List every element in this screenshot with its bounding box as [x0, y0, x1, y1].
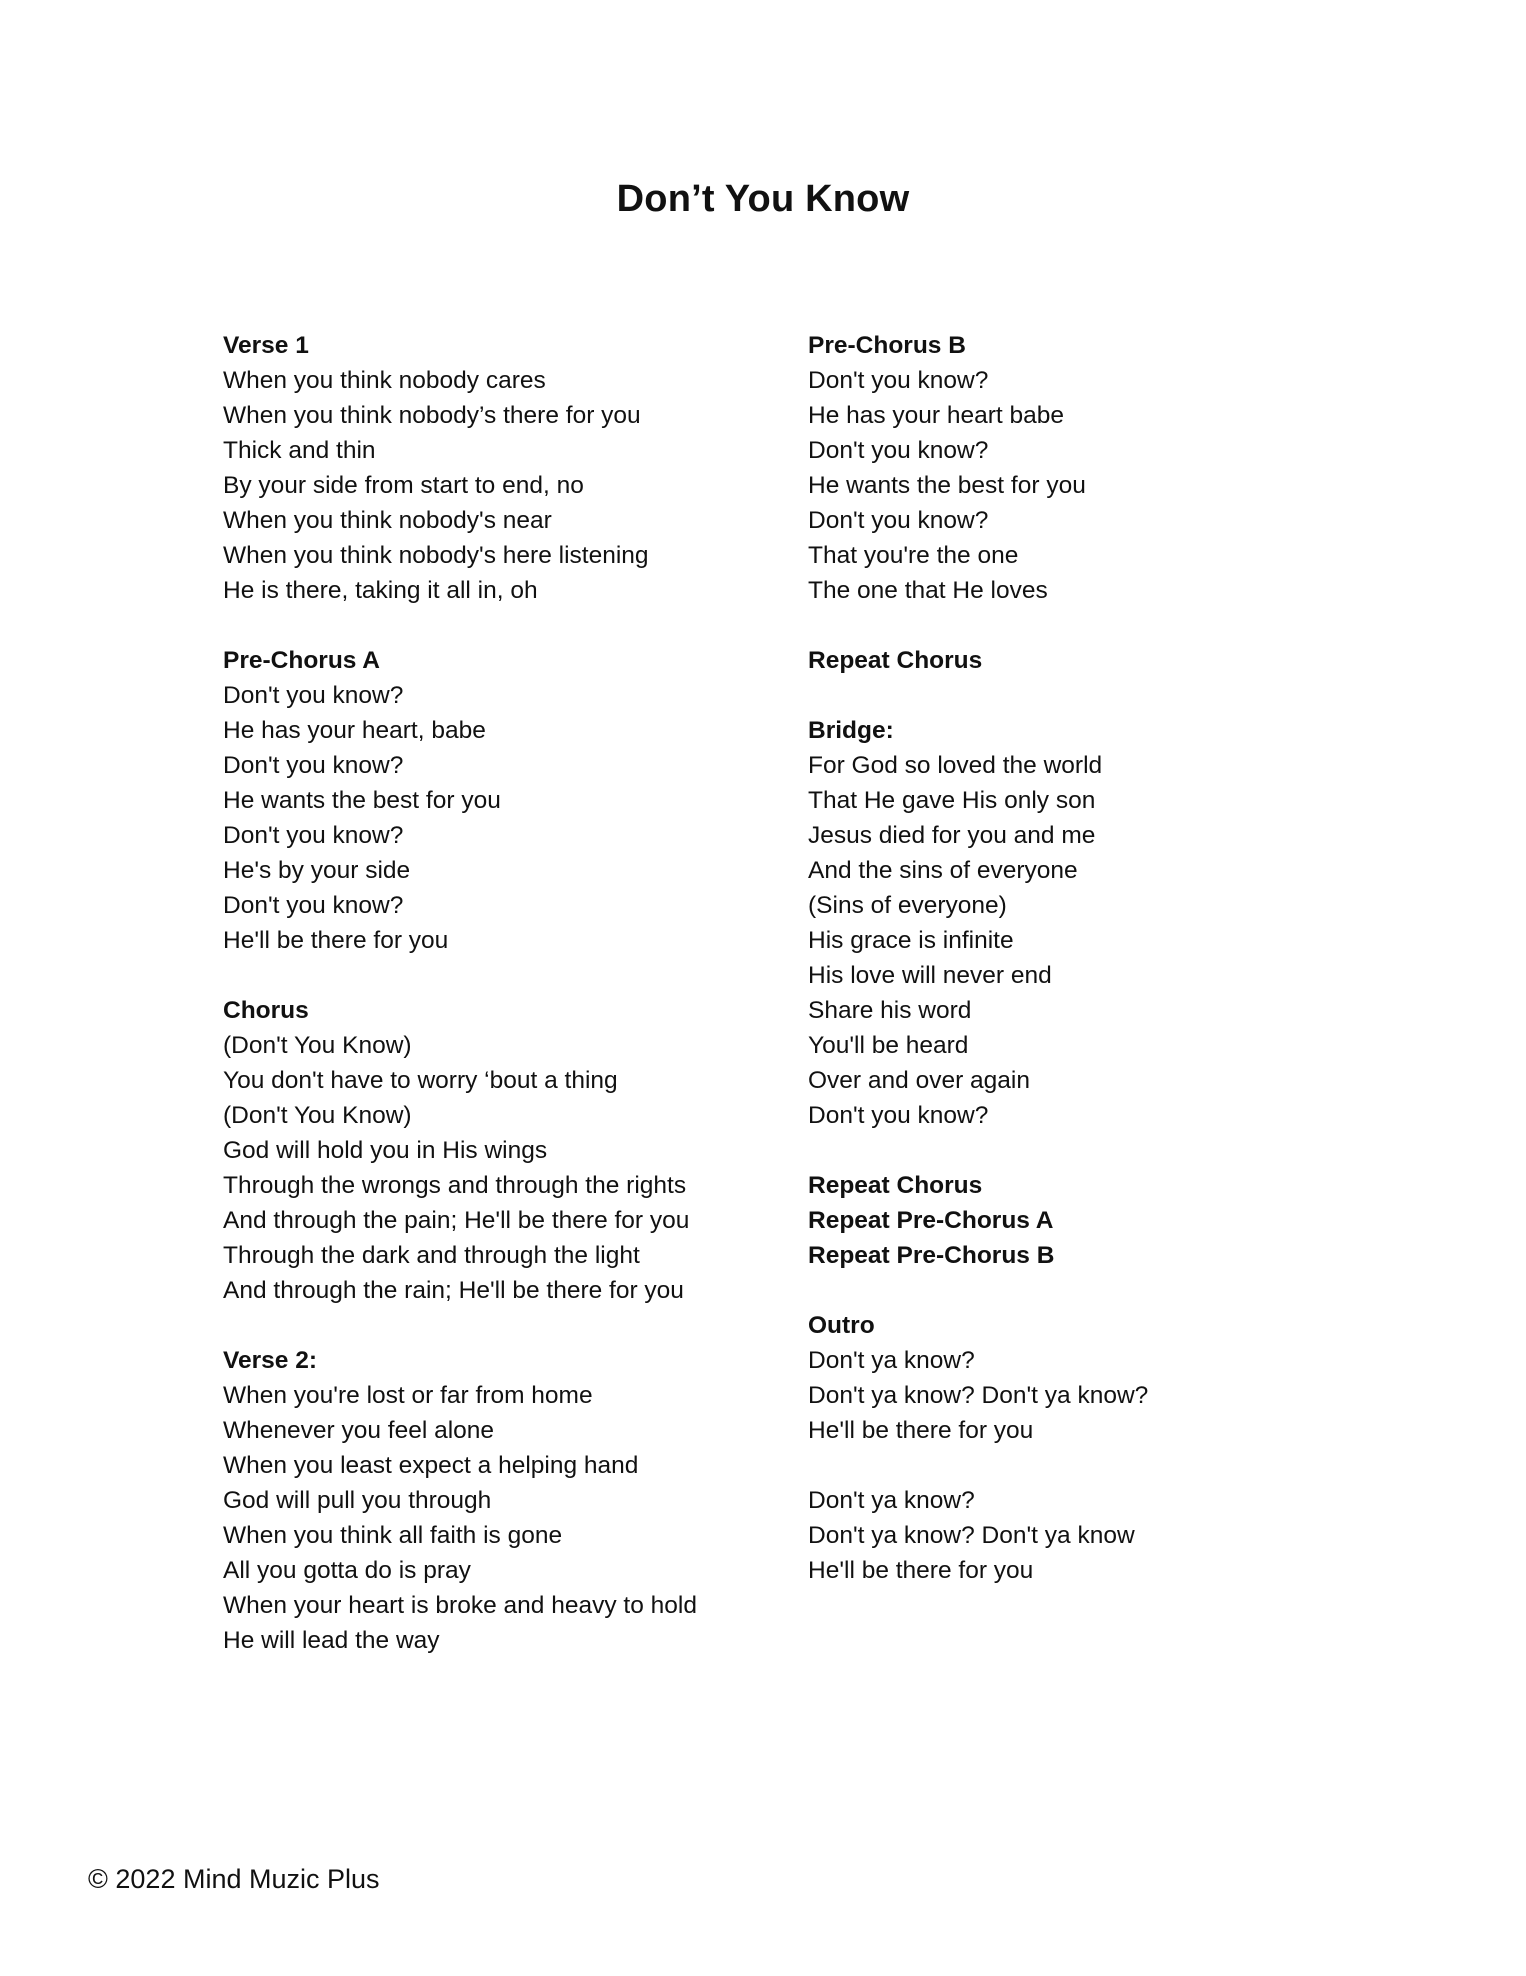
lyrics-column-right [808, 328, 1408, 1623]
section-outro-continued [808, 1483, 1408, 1588]
section-heading: Repeat Chorus [808, 647, 983, 674]
lyric-line: And through the pain; He'll be there for you [223, 1207, 690, 1234]
section-heading: Chorus [223, 997, 309, 1024]
lyric-line: Don't you know? [808, 437, 989, 464]
section-heading: Verse 2: [223, 1347, 317, 1374]
lyric-line: The one that He loves [808, 577, 1048, 604]
lyric-line: His love will never end [808, 962, 1052, 989]
section-heading: Verse 1 [223, 332, 309, 359]
lyric-line: He'll be there for you [223, 927, 449, 954]
lyric-line: Don't you know? [223, 892, 404, 919]
lyric-line: When you least expect a helping hand [223, 1452, 639, 1479]
lyric-line: Through the dark and through the light [223, 1242, 640, 1269]
copyright-footer: © 2022 Mind Muzic Plus [88, 1864, 380, 1894]
lyric-line: When you think all faith is gone [223, 1522, 563, 1549]
lyric-line: He's by your side [223, 857, 411, 884]
lyric-line: Jesus died for you and me [808, 822, 1096, 849]
lyric-line: He'll be there for you [808, 1417, 1034, 1444]
section-repeat-chorus [808, 643, 1408, 678]
lyric-line: Don't ya know? [808, 1347, 975, 1374]
lyric-line: Don't ya know? Don't ya know [808, 1522, 1135, 1549]
section-verse-2 [223, 1343, 823, 1658]
section-heading: Repeat Pre-Chorus B [808, 1242, 1055, 1269]
lyric-line: Don't you know? [223, 822, 404, 849]
lyric-line: (Don't You Know) [223, 1032, 412, 1059]
lyric-line: When your heart is broke and heavy to hold [223, 1592, 697, 1619]
section-repeats [808, 1168, 1408, 1273]
lyric-line: Over and over again [808, 1067, 1030, 1094]
lyric-line: Don't you know? [808, 367, 989, 394]
lyric-line: His grace is infinite [808, 927, 1014, 954]
lyric-line: By your side from start to end, no [223, 472, 584, 499]
lyrics-column-left [223, 328, 823, 1693]
lyric-line: When you think nobody's near [223, 507, 552, 534]
section-heading: Outro [808, 1312, 875, 1339]
lyric-line: He is there, taking it all in, oh [223, 577, 538, 604]
lyric-line: You'll be heard [808, 1032, 969, 1059]
section-heading: Pre-Chorus B [808, 332, 966, 359]
lyric-line: And through the rain; He'll be there for you [223, 1277, 684, 1304]
lyric-line: He wants the best for you [808, 472, 1086, 499]
lyric-line: Don't you know? [808, 507, 989, 534]
lyric-line: Whenever you feel alone [223, 1417, 495, 1444]
lyric-line: Don't ya know? Don't ya know? [808, 1382, 1149, 1409]
section-bridge [808, 713, 1408, 1133]
lyric-line: Share his word [808, 997, 972, 1024]
section-heading: Repeat Chorus [808, 1172, 983, 1199]
lyric-line: That He gave His only son [808, 787, 1096, 814]
section-heading: Repeat Pre-Chorus A [808, 1207, 1054, 1234]
lyric-line: (Sins of everyone) [808, 892, 1007, 919]
section-chorus [223, 993, 823, 1308]
lyric-line: When you think nobody cares [223, 367, 546, 394]
lyric-line: And the sins of everyone [808, 857, 1078, 884]
lyric-line: Don't ya know? [808, 1487, 975, 1514]
lyric-line: Through the wrongs and through the rights [223, 1172, 687, 1199]
lyric-line: All you gotta do is pray [223, 1557, 471, 1584]
lyric-line: When you think nobody’s there for you [223, 402, 641, 429]
lyric-line: He will lead the way [223, 1627, 440, 1654]
lyric-line: God will pull you through [223, 1487, 492, 1514]
section-verse-1 [223, 328, 823, 608]
lyric-line: Don't you know? [223, 752, 404, 779]
lyric-line: Don't you know? [808, 1102, 989, 1129]
lyric-line: Don't you know? [223, 682, 404, 709]
lyric-line: God will hold you in His wings [223, 1137, 548, 1164]
lyric-line: He has your heart babe [808, 402, 1065, 429]
lyric-line: He'll be there for you [808, 1557, 1034, 1584]
song-title: Don’t You Know [616, 178, 910, 220]
section-outro [808, 1308, 1408, 1448]
lyric-line: That you're the one [808, 542, 1019, 569]
section-heading: Bridge: [808, 717, 894, 744]
lyric-line: (Don't You Know) [223, 1102, 412, 1129]
lyric-line: When you're lost or far from home [223, 1382, 593, 1409]
lyric-line: When you think nobody's here listening [223, 542, 649, 569]
section-heading: Pre-Chorus A [223, 647, 381, 674]
section-pre-chorus-b [808, 328, 1408, 608]
lyric-line: He wants the best for you [223, 787, 501, 814]
lyric-line: Thick and thin [223, 437, 376, 464]
section-pre-chorus-a [223, 643, 823, 958]
lyric-line: For God so loved the world [808, 752, 1103, 779]
lyric-line: He has your heart, babe [223, 717, 486, 744]
lyric-line: You don't have to worry ‘bout a thing [223, 1067, 618, 1094]
